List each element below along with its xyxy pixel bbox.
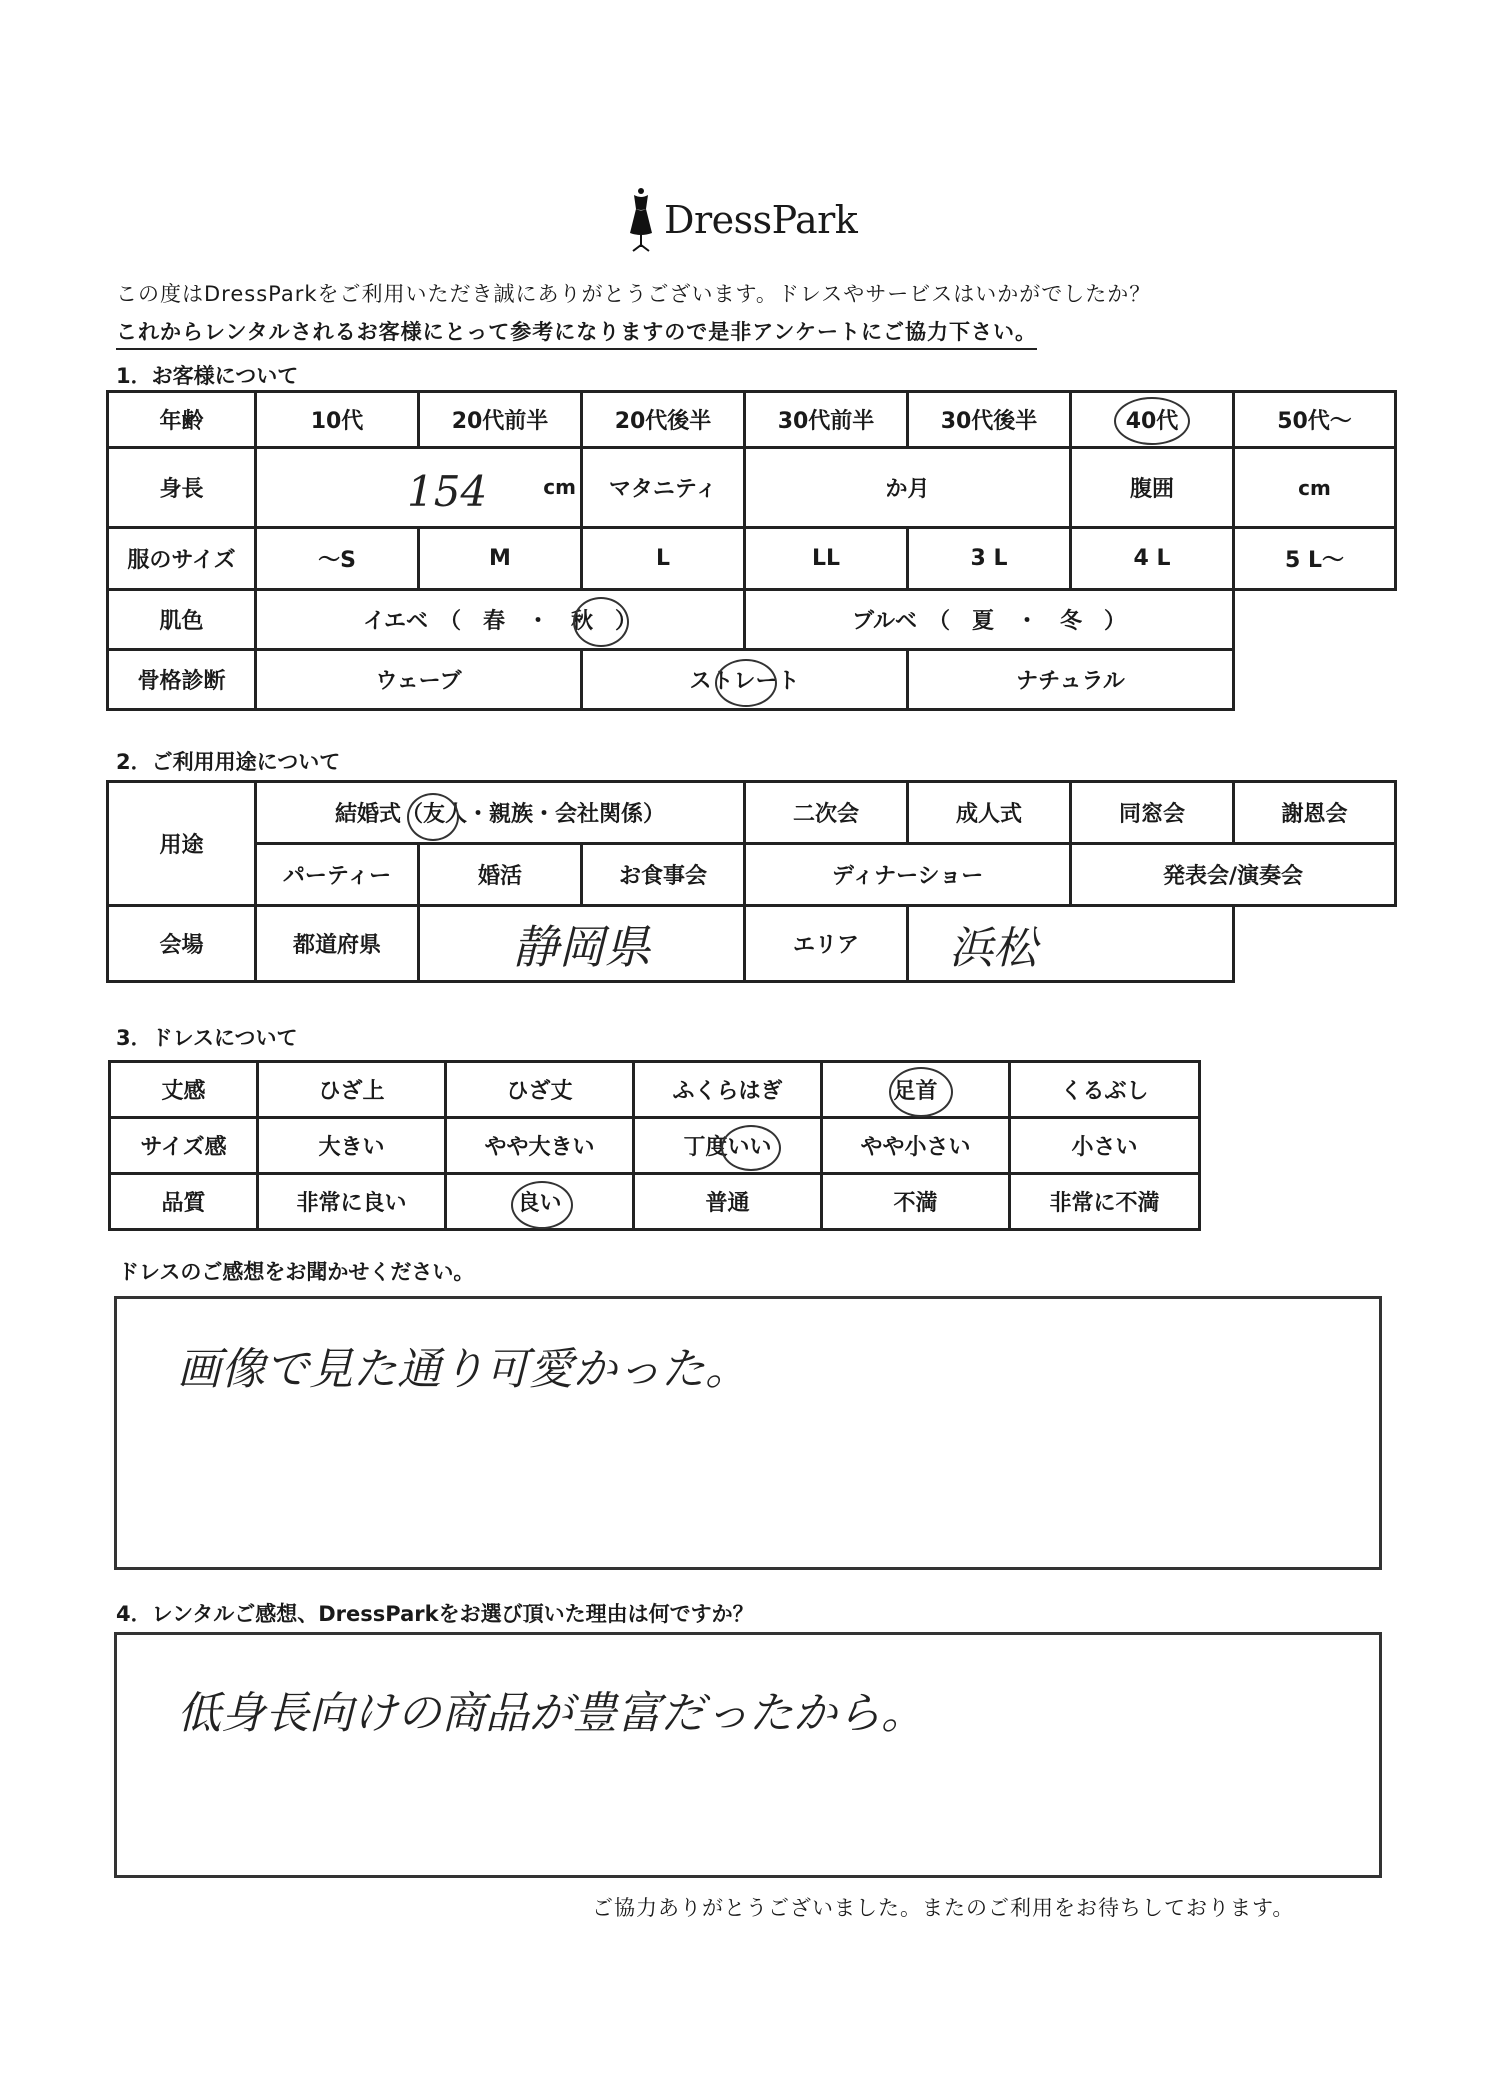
waist-label: 腹囲 <box>1071 448 1234 528</box>
purpose-option[interactable]: 謝恩会 <box>1234 782 1396 844</box>
area-field[interactable] <box>908 906 1234 982</box>
age-option[interactable]: 30代前半 <box>745 392 908 448</box>
fit-option[interactable]: 小さい <box>1010 1118 1200 1174</box>
skin-row <box>108 590 1396 650</box>
age-option[interactable]: 50代～ <box>1234 392 1396 448</box>
selection-circle <box>573 597 629 647</box>
fit-option-label: 丁度いい <box>683 1135 772 1160</box>
size-option[interactable]: 3 L <box>908 528 1071 590</box>
maternity-label: マタニティ <box>582 448 745 528</box>
height-value: 154 <box>407 467 488 516</box>
selection-circle <box>511 1181 573 1229</box>
quality-option[interactable]: 非常に不満 <box>1010 1174 1200 1230</box>
fit-label: サイズ感 <box>110 1118 258 1174</box>
venue-label: 会場 <box>108 906 256 982</box>
age-option[interactable]: 20代前半 <box>419 392 582 448</box>
quality-label: 品質 <box>110 1174 258 1230</box>
purpose-option[interactable]: 成人式 <box>908 782 1071 844</box>
quality-option[interactable]: 不満 <box>822 1174 1010 1230</box>
length-option[interactable]: ひざ上 <box>258 1062 446 1118</box>
skin-blue-option[interactable]: ブルベ （ 夏 ・ 冬 ） <box>745 590 1234 650</box>
quality-option-label: 良い <box>517 1191 562 1216</box>
length-option[interactable]: ふくらはぎ <box>634 1062 822 1118</box>
skin-yellow-option[interactable] <box>256 590 745 650</box>
fit-row <box>110 1118 1200 1174</box>
section-3-title: 3．ドレスについて <box>116 1026 298 1050</box>
footer-thanks: ご協力ありがとうございました。またのご利用をお待ちしております。 <box>592 1896 1295 1920</box>
size-option[interactable]: LL <box>745 528 908 590</box>
intro-line-1: この度はDressParkをご利用いただき誠にありがとうございます。ドレスやサービスはいかがでしたか？ <box>116 282 1152 306</box>
dress-form-icon <box>628 187 654 253</box>
brand-logo <box>628 185 857 255</box>
section-1-title: 1．お客様について <box>116 364 299 388</box>
dress-comment-box[interactable] <box>114 1296 1382 1570</box>
dress-table <box>108 1060 1201 1231</box>
reason-answer-text: 低身長向けの商品が豊富だったから。 <box>177 1688 925 1739</box>
fit-option[interactable]: やや小さい <box>822 1118 1010 1174</box>
skin-yellow-text: イエベ （ 春 ・ 秋 ） <box>362 609 638 634</box>
dress-comment-text: 画像で見た通り可愛かった。 <box>177 1344 749 1395</box>
fit-option[interactable]: 大きい <box>258 1118 446 1174</box>
months-unit: か月 <box>885 477 930 502</box>
selection-circle <box>889 1067 953 1117</box>
size-row <box>108 528 1396 590</box>
height-field[interactable] <box>256 448 582 528</box>
dress-comment-prompt: ドレスのご感想をお聞かせください。 <box>118 1260 475 1284</box>
skeleton-option-label: ストレート <box>689 669 800 694</box>
usage-table <box>106 780 1397 983</box>
length-option-selected[interactable] <box>822 1062 1010 1118</box>
skeleton-row <box>108 650 1396 710</box>
purpose-row-1 <box>108 782 1396 844</box>
length-option-label: 足首 <box>893 1079 938 1104</box>
size-label: 服のサイズ <box>108 528 256 590</box>
selection-circle <box>715 659 777 707</box>
purpose-option[interactable]: 発表会/演奏会 <box>1071 844 1396 906</box>
waist-field[interactable] <box>1234 448 1396 528</box>
size-option[interactable]: 5 L～ <box>1234 528 1396 590</box>
age-option[interactable]: 10代 <box>256 392 419 448</box>
height-label: 身長 <box>108 448 256 528</box>
section-4-title: 4．レンタルご感想、DressParkをお選び頂いた理由は何ですか？ <box>116 1602 754 1626</box>
fit-option[interactable]: やや大きい <box>446 1118 634 1174</box>
quality-option-selected[interactable] <box>446 1174 634 1230</box>
age-option[interactable]: 30代後半 <box>908 392 1071 448</box>
purpose-option[interactable]: パーティー <box>256 844 419 906</box>
venue-row <box>108 906 1396 982</box>
quality-row <box>110 1174 1200 1230</box>
age-label: 年齢 <box>108 392 256 448</box>
age-option[interactable]: 20代後半 <box>582 392 745 448</box>
size-option[interactable]: 4 L <box>1071 528 1234 590</box>
section-2-title: 2．ご利用用途について <box>116 750 341 774</box>
selection-circle <box>1114 397 1190 445</box>
prefecture-label: 都道府県 <box>256 906 419 982</box>
skeleton-option-selected[interactable] <box>582 650 908 710</box>
length-row <box>110 1062 1200 1118</box>
purpose-option[interactable]: 同窓会 <box>1071 782 1234 844</box>
quality-option[interactable]: 普通 <box>634 1174 822 1230</box>
size-option[interactable]: M <box>419 528 582 590</box>
length-option[interactable]: ひざ丈 <box>446 1062 634 1118</box>
purpose-option[interactable]: 二次会 <box>745 782 908 844</box>
length-label: 丈感 <box>110 1062 258 1118</box>
age-option-label: 40代 <box>1125 409 1179 434</box>
reason-answer-box[interactable] <box>114 1632 1382 1878</box>
skeleton-option[interactable]: ナチュラル <box>908 650 1234 710</box>
maternity-months-field[interactable] <box>745 448 1071 528</box>
brand-name: DressPark <box>664 198 858 242</box>
purpose-row-2 <box>108 844 1396 906</box>
purpose-option[interactable]: お食事会 <box>582 844 745 906</box>
length-option[interactable]: くるぶし <box>1010 1062 1200 1118</box>
prefecture-value: 静岡県 <box>512 919 651 974</box>
purpose-wedding-text: 結婚式（友人・親族・会社関係） <box>335 802 666 827</box>
intro-line-2: これからレンタルされるお客様にとって参考になりますので是非アンケートにご協力下さい。 <box>116 316 1037 350</box>
age-row <box>108 392 1396 448</box>
skeleton-option[interactable]: ウェーブ <box>256 650 582 710</box>
purpose-option[interactable]: ディナーショー <box>745 844 1071 906</box>
age-option-selected[interactable] <box>1071 392 1234 448</box>
height-unit: cm <box>543 475 576 499</box>
purpose-label: 用途 <box>108 782 256 906</box>
prefecture-field[interactable] <box>419 906 745 982</box>
size-option[interactable]: ～S <box>256 528 419 590</box>
purpose-option[interactable]: 婚活 <box>419 844 582 906</box>
area-value: 浜松 <box>949 922 1038 974</box>
area-label: エリア <box>745 906 908 982</box>
selection-circle <box>407 793 459 841</box>
customer-info-table <box>106 390 1397 711</box>
size-option[interactable]: L <box>582 528 745 590</box>
fit-option-selected[interactable] <box>634 1118 822 1174</box>
waist-unit: cm <box>1298 475 1331 500</box>
purpose-wedding-option[interactable] <box>256 782 745 844</box>
skin-label: 肌色 <box>108 590 256 650</box>
quality-option[interactable]: 非常に良い <box>258 1174 446 1230</box>
height-row <box>108 448 1396 528</box>
skeleton-label: 骨格診断 <box>108 650 256 710</box>
selection-circle <box>721 1125 781 1171</box>
